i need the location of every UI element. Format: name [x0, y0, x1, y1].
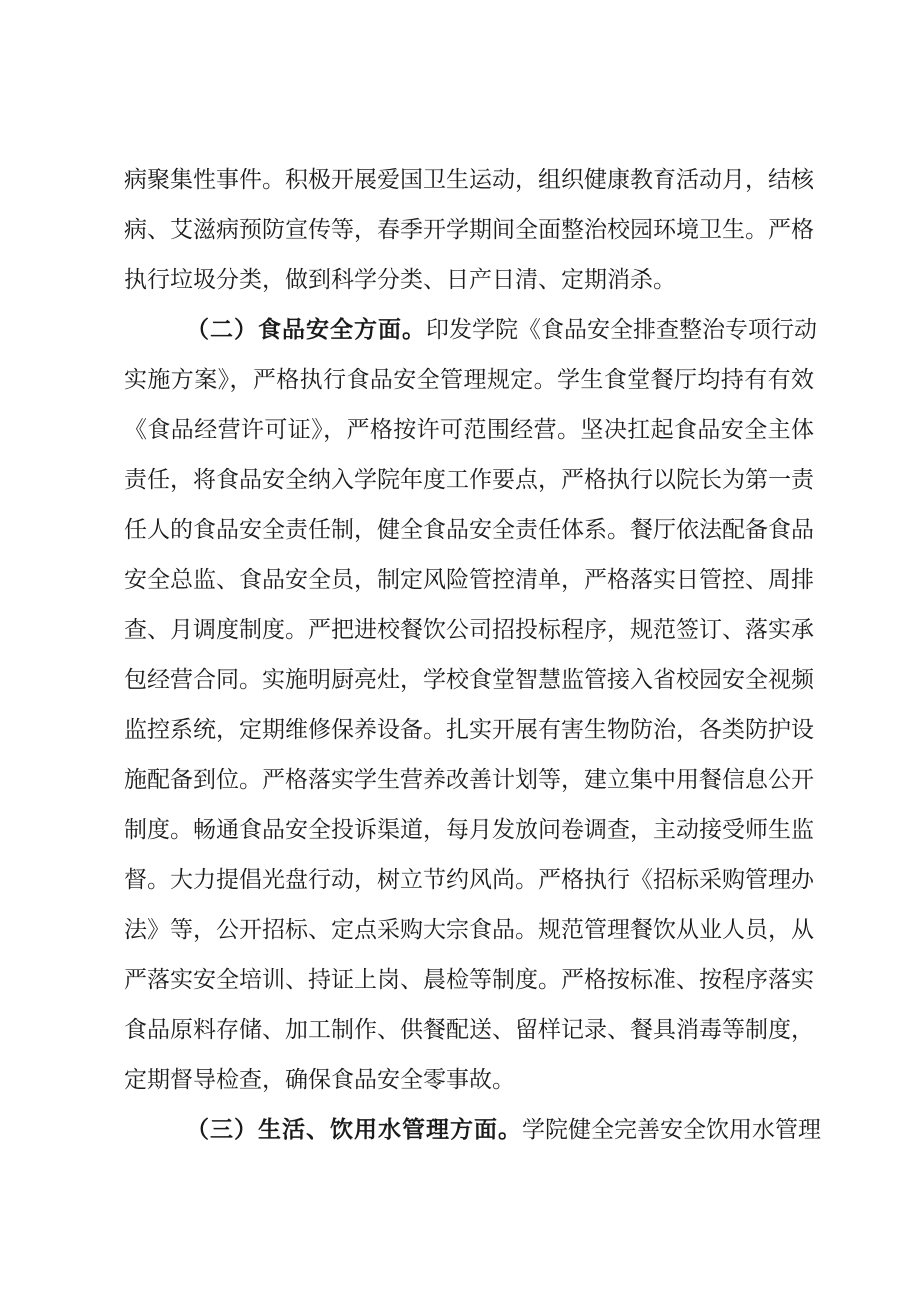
paragraph-line: 任人的食品安全责任制，健全食品安全责任体系。餐厅依法配备食品	[124, 517, 814, 543]
paragraph-line: 食品原料存储、加工制作、供餐配送、留样记录、餐具消毒等制度，	[124, 1017, 814, 1043]
paragraph-line: 监控系统，定期维修保养设备。扎实开展有害生物防治，各类防护设	[124, 717, 814, 743]
section-2-first-line	[186, 310, 817, 350]
section-3-first-line	[186, 1110, 821, 1150]
section-3-heading: （三）生活、饮用水管理方面。	[186, 1117, 522, 1143]
paragraph-line: 病、艾滋病预防宣传等，春季开学期间全面整治校园环境卫生。严格	[124, 217, 814, 243]
paragraph-line: 施配备到位。严格落实学生营养改善计划等，建立集中用餐信息公开	[124, 767, 814, 793]
paragraph-line: 包经营合同。实施明厨亮灶，学校食堂智慧监管接入省校园安全视频	[124, 667, 814, 693]
paragraph-line: 严落实安全培训、持证上岗、晨检等制度。严格按标准、按程序落实	[124, 967, 814, 993]
paragraph-line: 实施方案》，严格执行食品安全管理规定。学生食堂餐厅均持有有效	[124, 367, 814, 393]
section-2-first-line-text: 印发学院《食品安全排查整治专项行动	[426, 317, 817, 343]
paragraph-line: 病聚集性事件。积极开展爱国卫生运动，组织健康教育活动月，结核	[124, 167, 814, 193]
paragraph-line: 查、月调度制度。严把进校餐饮公司招投标程序，规范签订、落实承	[124, 617, 814, 643]
paragraph-line: 定期督导检查，确保食品安全零事故。	[124, 1067, 515, 1093]
paragraph-line: 责任，将食品安全纳入学院年度工作要点，严格执行以院长为第一责	[124, 467, 814, 493]
paragraph-line: 制度。畅通食品安全投诉渠道，每月发放问卷调查，主动接受师生监	[124, 817, 814, 843]
paragraph-line: 安全总监、食品安全员，制定风险管控清单，严格落实日管控、周排	[124, 567, 814, 593]
section-2-heading: （二）食品安全方面。	[186, 317, 426, 343]
paragraph-line: 执行垃圾分类，做到科学分类、日产日清、定期消杀。	[124, 267, 676, 293]
section-3-first-line-text: 学院健全完善安全饮用水管理	[522, 1117, 821, 1143]
paragraph-line: 法》等，公开招标、定点采购大宗食品。规范管理餐饮从业人员，从	[124, 917, 814, 943]
paragraph-line: 督。大力提倡光盘行动，树立节约风尚。严格执行《招标采购管理办	[124, 867, 814, 893]
paragraph-line: 《食品经营许可证》，严格按许可范围经营。坚决扛起食品安全主体	[124, 417, 814, 443]
